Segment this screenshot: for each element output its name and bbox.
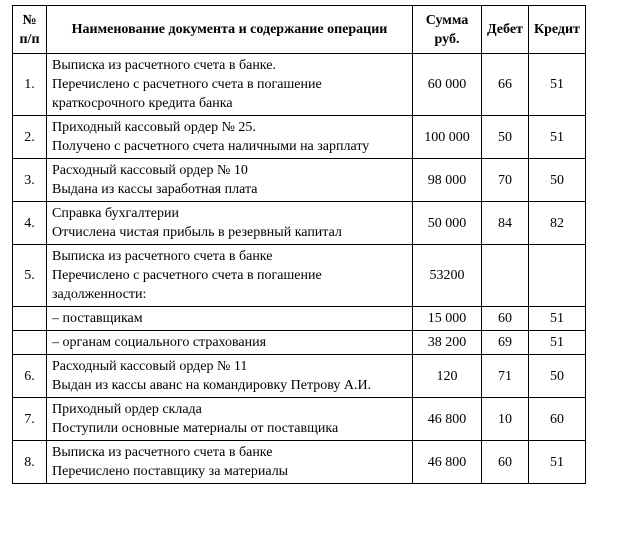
row-debit: 60 (482, 441, 529, 484)
header-debit: Дебет (482, 6, 529, 54)
row-description (47, 159, 413, 202)
row-description (47, 331, 413, 355)
row-description (47, 202, 413, 245)
operations-table-container (12, 5, 586, 484)
description-line: – органам социального страхования (52, 335, 267, 350)
row-description (47, 116, 413, 159)
row-debit: 84 (482, 202, 529, 245)
table-row (13, 307, 586, 331)
row-credit: 60 (528, 398, 585, 441)
row-credit (528, 245, 585, 307)
table-row (13, 441, 586, 484)
row-credit: 50 (528, 355, 585, 398)
row-credit: 51 (528, 307, 585, 331)
row-sum: 100 000 (413, 116, 482, 159)
row-sum: 15 000 (413, 307, 482, 331)
row-description (47, 355, 413, 398)
row-number: 7. (13, 398, 47, 441)
description-line: Поступили основные материалы от поставщика (52, 421, 339, 436)
row-credit: 51 (528, 441, 585, 484)
table-body (13, 54, 586, 484)
header-sum (413, 6, 482, 54)
table-row (13, 202, 586, 245)
table-row (13, 54, 586, 116)
description-line: задолженности: (52, 287, 147, 302)
description-line: краткосрочного кредита банка (52, 96, 233, 111)
table-row (13, 159, 586, 202)
header-sum-line2: руб. (434, 31, 460, 47)
row-number: 1. (13, 54, 47, 116)
row-description (47, 307, 413, 331)
header-num (13, 6, 47, 54)
row-credit: 82 (528, 202, 585, 245)
description-line: Расходный кассовый ордер № 10 (52, 163, 248, 178)
description-line: Выписка из расчетного счета в банке (52, 249, 273, 264)
row-credit: 51 (528, 54, 585, 116)
table-row (13, 116, 586, 159)
header-description: Наименование документа и содержание операции (47, 6, 413, 54)
row-sum: 46 800 (413, 398, 482, 441)
table-row (13, 398, 586, 441)
description-line: Выдан из кассы аванс на командировку Петрову А.И. (52, 378, 372, 393)
table-row (13, 331, 586, 355)
header-num-line1: № (22, 12, 37, 28)
description-line: Перечислено с расчетного счета в погашение (52, 268, 322, 283)
table-row (13, 245, 586, 307)
row-sum: 46 800 (413, 441, 482, 484)
row-debit: 71 (482, 355, 529, 398)
description-line: Выдана из кассы заработная плата (52, 182, 258, 197)
row-sum: 50 000 (413, 202, 482, 245)
row-credit: 51 (528, 116, 585, 159)
row-description (47, 54, 413, 116)
row-debit: 50 (482, 116, 529, 159)
description-line: Приходный ордер склада (52, 402, 202, 417)
row-debit: 60 (482, 307, 529, 331)
description-line: – поставщикам (52, 311, 143, 326)
table-row (13, 355, 586, 398)
row-number: 6. (13, 355, 47, 398)
row-debit: 70 (482, 159, 529, 202)
row-number: 5. (13, 245, 47, 307)
operations-table (12, 5, 586, 484)
row-number: 8. (13, 441, 47, 484)
row-description (47, 245, 413, 307)
row-number: 4. (13, 202, 47, 245)
row-sum: 38 200 (413, 331, 482, 355)
description-line: Справка бухгалтерии (52, 206, 179, 221)
row-sum: 60 000 (413, 54, 482, 116)
row-sum: 53200 (413, 245, 482, 307)
row-number: 2. (13, 116, 47, 159)
description-line: Расходный кассовый ордер № 11 (52, 359, 248, 374)
row-debit: 69 (482, 331, 529, 355)
header-sum-line1: Сумма (425, 12, 469, 28)
header-row (13, 6, 586, 54)
row-number (13, 307, 47, 331)
description-line: Перечислено с расчетного счета в погашение (52, 77, 322, 92)
description-line: Выписка из расчетного счета в банке (52, 445, 273, 460)
description-line: Приходный кассовый ордер № 25. (52, 120, 256, 135)
row-number: 3. (13, 159, 47, 202)
row-sum: 98 000 (413, 159, 482, 202)
row-credit: 51 (528, 331, 585, 355)
row-sum: 120 (413, 355, 482, 398)
row-debit: 10 (482, 398, 529, 441)
description-line: Получено с расчетного счета наличными на зарплату (52, 139, 370, 154)
row-debit: 66 (482, 54, 529, 116)
description-line: Перечислено поставщику за материалы (52, 464, 289, 479)
row-description (47, 398, 413, 441)
row-description (47, 441, 413, 484)
row-number (13, 331, 47, 355)
row-debit (482, 245, 529, 307)
header-num-line2: п/п (19, 31, 40, 47)
header-credit: Кредит (528, 6, 585, 54)
description-line: Выписка из расчетного счета в банке. (52, 58, 276, 73)
description-line: Отчислена чистая прибыль в резервный капитал (52, 225, 342, 240)
row-credit: 50 (528, 159, 585, 202)
